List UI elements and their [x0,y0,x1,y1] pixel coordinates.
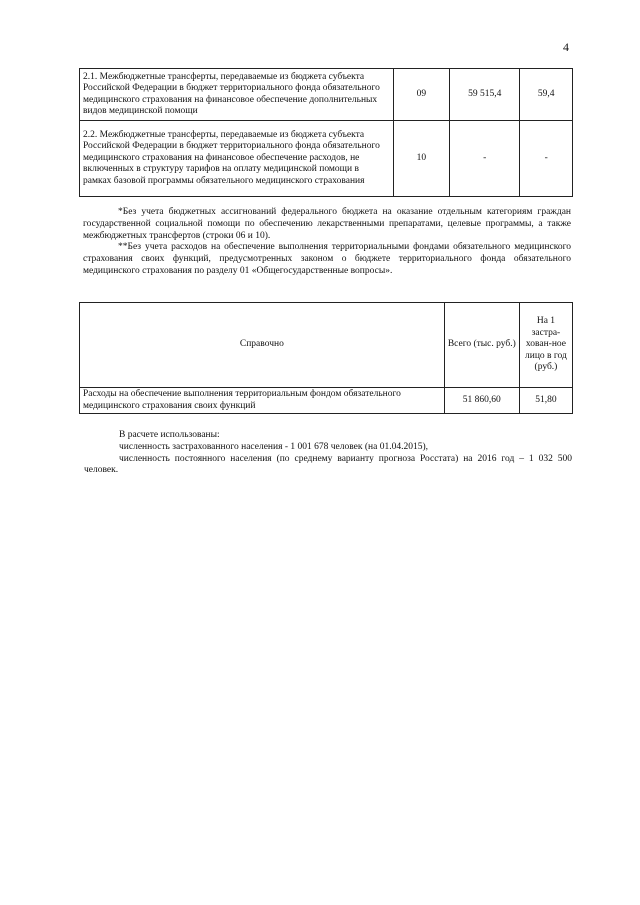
calculation-notes [84,430,572,477]
row-code: 10 [393,121,449,197]
budget-table [79,68,573,197]
row-sum: - [450,121,520,197]
footnote-2: **Без учета расходов на обеспечение выполнения территориальными фондами обязательного медицинского страхования своих функций, предусмотренных законом о бюджете территориального фонда обязательного медицинского страхования по разделу 01 «Общегосударственные вопросы». [83,242,571,276]
footnote-1: *Без учета бюджетных ассигнований федерального бюджета на оказание отдельным категориям граждан государственной социальной помощи по обеспечению лекарственными препаратами, целевые программы, а также межбюджетных трансфертов (строки 06 и 10). [83,207,571,241]
row-per-person: 59,4 [520,69,573,121]
header-reference: Справочно [80,303,445,388]
table-header-row [80,303,573,388]
table-row [80,121,573,197]
row-description: Расходы на обеспечение выполнения территориальным фондом обязательного медицинского страхования своих функций [80,388,445,414]
calc-insured-population: численность застрахованного населения - 1 001 678 человек (на 01.04.2015), [119,441,428,452]
row-total: 51 860,60 [444,388,519,414]
row-sum: 59 515,4 [450,69,520,121]
page-number: 4 [563,40,569,54]
row-description: 2.1. Межбюджетные трансферты, передаваемые из бюджета субъекта Российской Федерации в бюджет территориального фонда обязательного медицинского страхования на финансовое обеспечение дополнительных видов медицинской помощи [80,69,394,121]
table-row [80,69,573,121]
header-per-person: На 1 застра-хован-ное лицо в год (руб.) [519,303,572,388]
reference-table [79,302,573,414]
row-per-person: 51,80 [519,388,572,414]
calc-intro: В расчете использованы: [119,430,220,440]
header-total: Всего (тыс. руб.) [444,303,519,388]
footnotes [83,207,571,278]
table-row [80,388,573,414]
row-code: 09 [393,69,449,121]
row-per-person: - [520,121,573,197]
calc-permanent-population: численность постоянного населения (по среднему варианту прогноза Росстата) на 2016 год – 1 032 500 человек. [84,453,572,476]
row-description: 2.2. Межбюджетные трансферты, передаваемые из бюджета субъекта Российской Федерации в бюджет территориального фонда обязательного медицинского страхования на финансовое обеспечение расходов, не включенных в структуру тарифов на оплату медицинской помощи в рамках базовой программы обязательного медицинского страхования [80,121,394,197]
